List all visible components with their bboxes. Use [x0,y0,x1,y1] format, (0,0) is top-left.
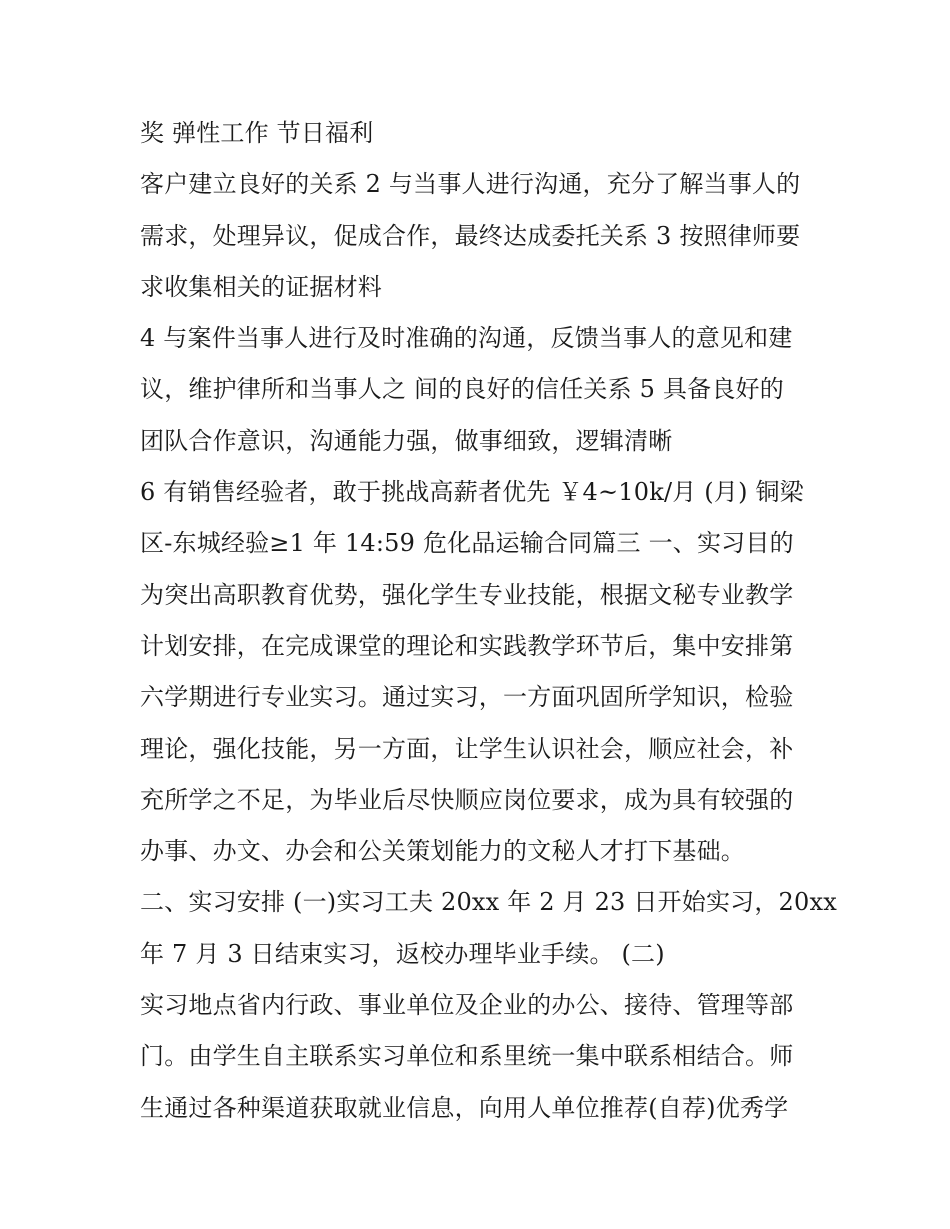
text-line: 二、实习安排 (一)实习工夫 20xx 年 2 月 23 日开始实习，20xx [140,888,837,917]
text-line: 计划安排，在完成课堂的理论和实践教学环节后，集中安排第 [140,631,794,660]
text-line: 六学期进行专业实习。通过实习，一方面巩固所学知识，检验 [140,683,794,712]
text-line: 6 有销售经验者，敢于挑战高薪者优先 ￥4~10k/月 (月) 铜梁 [140,478,804,507]
text-line: 客户建立良好的关系 2 与当事人进行沟通，充分了解当事人的 [140,170,801,199]
text-line: 办事、办文、办会和公关策划能力的文秘人才打下基础。 [140,837,745,866]
text-line: 充所学之不足，为毕业后尽快顺应岗位要求，成为具有较强的 [140,785,794,814]
text-line: 年 7 月 3 日结束实习，返校办理毕业手续。 (二) [140,939,665,968]
text-line: 求收集相关的证据材料 [140,272,382,301]
text-line: 奖 弹性工作 节日福利 [140,119,374,147]
text-line: 为突出高职教育优势，强化学生专业技能，根据文秘专业教学 [140,580,794,609]
text-line: 议，维护律所和当事人之 间的良好的信任关系 5 具备良好的 [140,375,784,404]
text-line: 理论，强化技能，另一方面，让学生认识社会，顺应社会，补 [140,734,794,763]
text-line: 需求，处理异议，促成合作，最终达成委托关系 3 按照律师要 [140,221,801,250]
text-line: 4 与案件当事人进行及时准确的沟通，反馈当事人的意见和建 [140,324,793,353]
text-line: 实习地点省内行政、事业单位及企业的办公、接待、管理等部 [140,991,794,1020]
document-body [140,108,837,1134]
text-line: 团队合作意识，沟通能力强，做事细致，逻辑清晰 [140,426,673,455]
text-line: 门。由学生自主联系实习单位和系里统一集中联系相结合。师 [140,1042,794,1071]
text-line: 生通过各种渠道获取就业信息，向用人单位推荐(自荐)优秀学 [140,1093,789,1122]
text-line: 区-东城经验≥1 年 14:59 危化品运输合同篇三 一、实习目的 [140,529,794,558]
